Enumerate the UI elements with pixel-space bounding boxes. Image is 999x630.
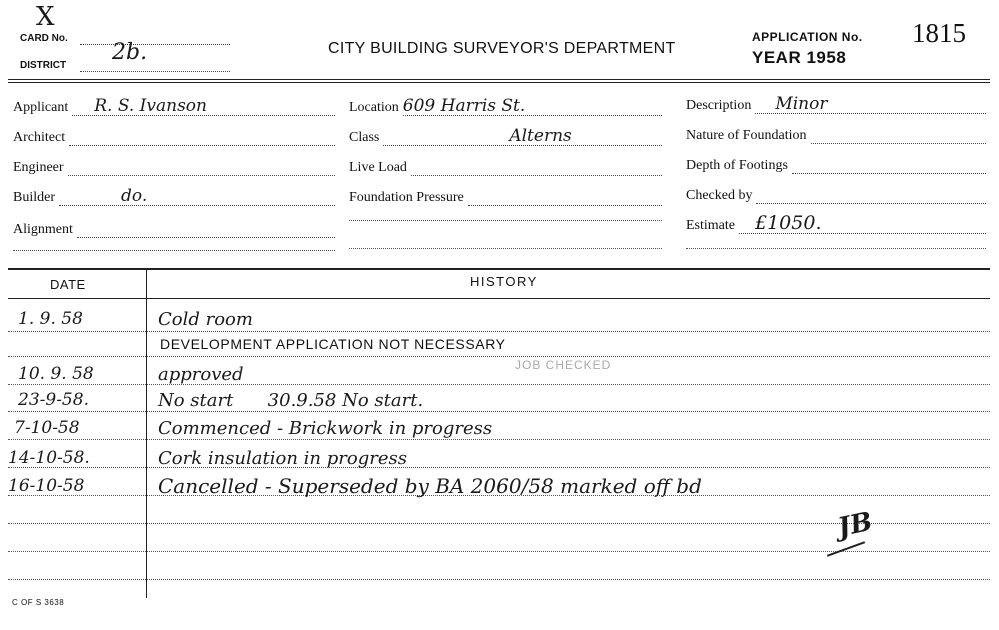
location-field [349,88,662,116]
district-value: 2b. [112,40,148,65]
checked-by-field [686,174,986,204]
builder-label: Builder [13,190,55,205]
entry-text: Commenced - Brickwork in progress [158,418,493,439]
applicant-value: R. S. Ivanson [94,96,207,116]
entry-text: approved [158,364,244,385]
card-number-label: CARD No. [20,33,68,44]
depth-of-footings-label: Depth of Footings [686,158,788,173]
fields-column-right [686,86,986,234]
middle-extra-line-1 [349,220,662,221]
class-label: Class [349,130,380,145]
application-number-label: APPLICATION No. [752,30,863,44]
initials-signature: JB [835,506,876,544]
builder-field [13,176,335,206]
row-line [8,439,990,440]
card-number-value: X [36,2,55,32]
date-column-header: DATE [50,277,86,292]
entry-text: Cold room [158,309,253,330]
row-line [8,579,990,580]
history-header-rule [8,298,990,299]
form-code: C OF S 3638 [12,598,65,607]
fields-column-middle [349,88,662,206]
architect-field [13,116,335,146]
development-stamp: DEVELOPMENT APPLICATION NOT NECESSARY [160,336,506,352]
history-column-header: HISTORY [470,274,538,289]
checked-by-label: Checked by [686,188,753,203]
location-label: Location [349,100,399,115]
builder-value: do. [121,186,148,206]
estimate-label: Estimate [686,218,735,233]
faded-stamp: JOB CHECKED [515,358,612,372]
row-line [8,384,990,385]
class-field [349,116,662,146]
row-line [8,411,990,412]
row-line [8,356,990,357]
row-line [8,331,990,332]
estimate-value: £1050. [755,212,822,234]
architect-label: Architect [13,130,66,145]
header-rule-lower [8,82,990,83]
alignment-field [13,206,335,238]
entry-date: 14-10-58. [8,448,90,468]
applicant-field [13,88,335,116]
department-title: CITY BUILDING SURVEYOR'S DEPARTMENT [328,40,676,57]
entry-date: 1. 9. 58 [18,309,83,329]
description-value: Minor [775,94,828,114]
depth-of-footings-field [686,144,986,174]
nature-of-foundation-label: Nature of Foundation [686,128,807,143]
right-extra-line [686,248,986,249]
nature-of-foundation-field [686,114,986,144]
entry-text: Cancelled - Superseded by BA 2060/58 marked off bd [158,474,702,498]
applicant-label: Applicant [13,100,69,115]
left-extra-line [13,250,335,251]
live-load-field [349,146,662,176]
signature-underline [827,541,865,557]
application-number: 1815 [912,18,966,48]
entry-text: No start 30.9.58 No start. [158,390,424,411]
district-label: DISTRICT [20,60,67,71]
entry-date: 7-10-58 [14,418,80,438]
entry-date: 23-9-58. [18,390,89,410]
fields-column-left [13,88,335,238]
class-value: Alterns [509,126,572,146]
description-label: Description [686,98,752,113]
location-value: 609 Harris St. [402,96,526,116]
card-number-line [80,44,230,45]
entry-date: 16-10-58 [8,476,85,496]
entry-text: Cork insulation in progress [158,448,407,469]
description-field [686,86,986,114]
foundation-pressure-label: Foundation Pressure [349,190,464,205]
middle-extra-line-2 [349,248,662,249]
district-line [80,71,230,72]
live-load-label: Live Load [349,160,407,175]
engineer-label: Engineer [13,160,64,175]
history-top-rule [8,268,990,270]
alignment-label: Alignment [13,222,73,237]
foundation-pressure-field [349,176,662,206]
header-rule [8,79,990,80]
engineer-field [13,146,335,176]
estimate-field [686,204,986,234]
row-line [8,467,990,468]
year-label: YEAR 1958 [752,48,847,67]
entry-date: 10. 9. 58 [18,364,94,384]
